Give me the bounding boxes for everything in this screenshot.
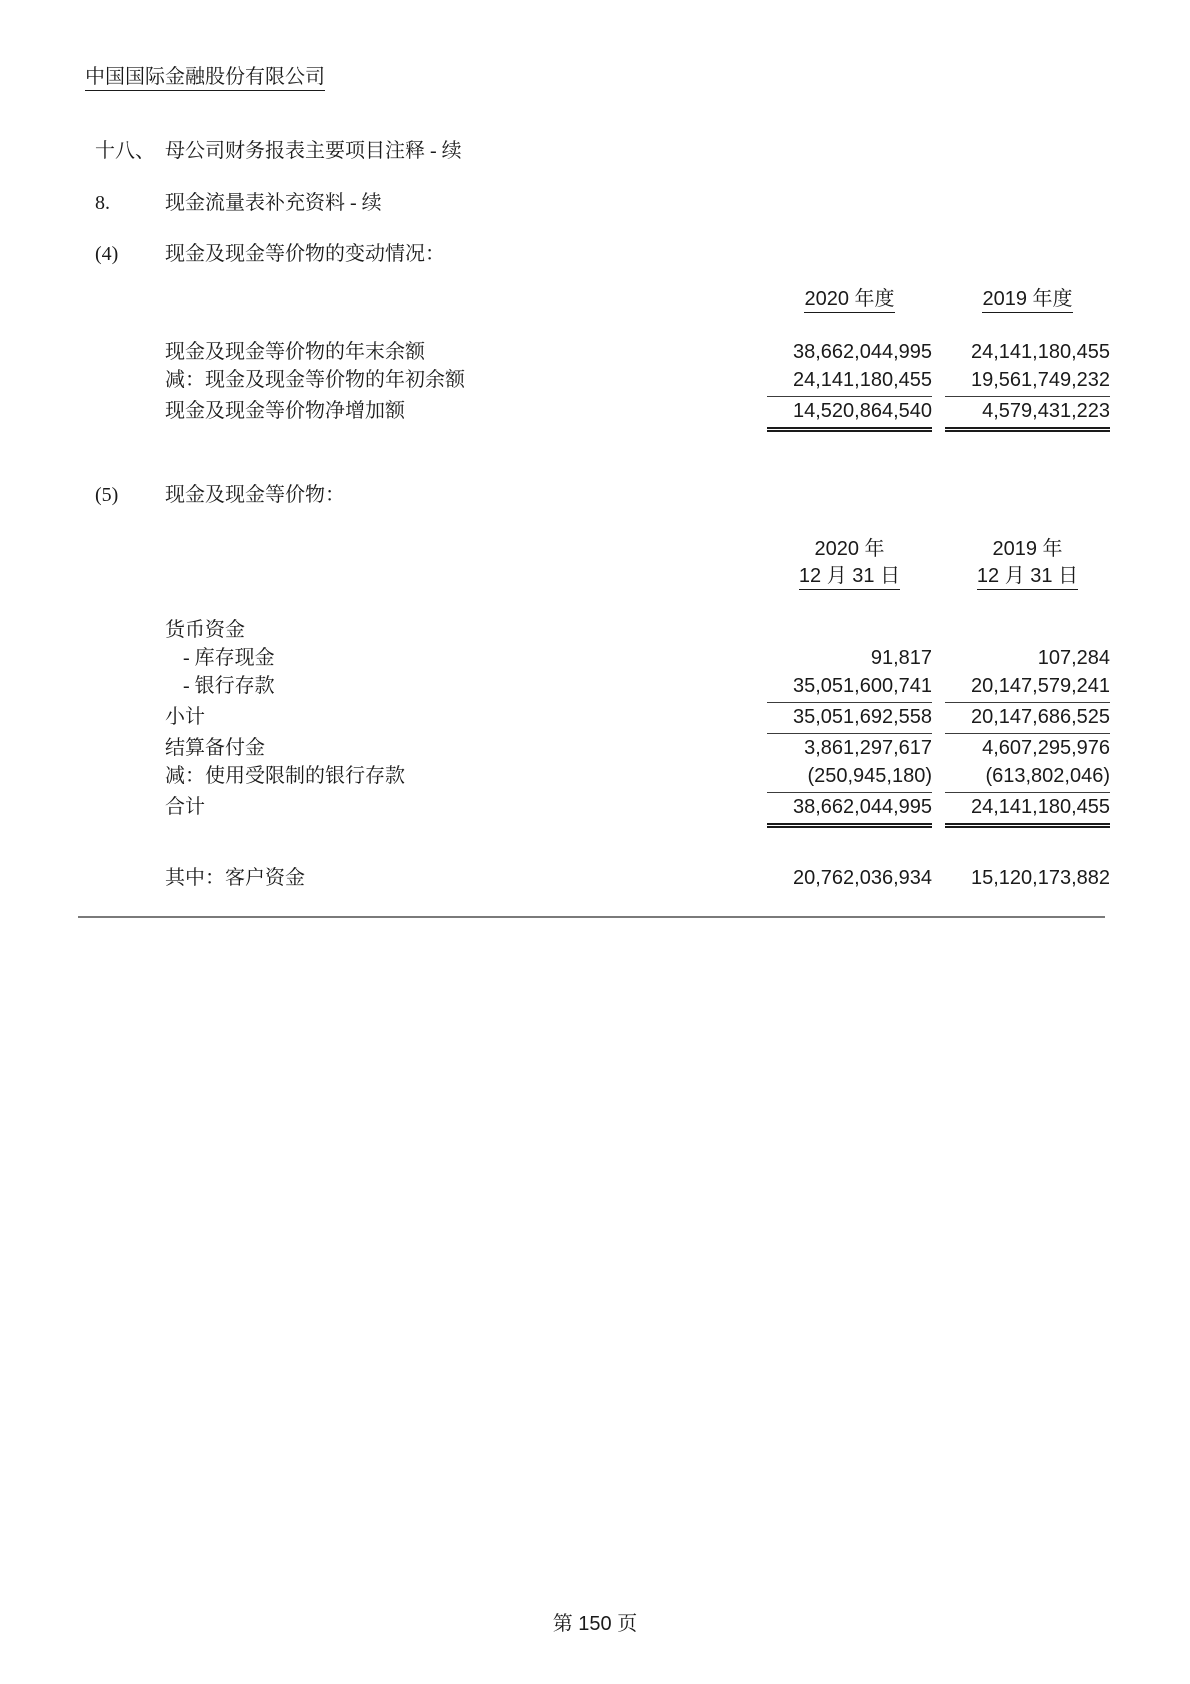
section-18 bbox=[95, 138, 1190, 165]
row-label: 小计 bbox=[165, 706, 205, 728]
table-row-memo bbox=[165, 864, 1110, 892]
column-header-2020-line1: 2020 年 bbox=[814, 538, 885, 560]
value-2019: 24,141,180,455 bbox=[945, 793, 1110, 828]
value-2019: 20,147,686,525 bbox=[945, 703, 1110, 734]
page-number: 第 150 页 bbox=[552, 1613, 638, 1635]
value-2020: 24,141,180,455 bbox=[767, 366, 932, 397]
cash-composition-table-header bbox=[165, 536, 1110, 590]
company-name: 中国国际金融股份有限公司 bbox=[85, 0, 1190, 91]
row-label: 现金及现金等价物净增加额 bbox=[165, 400, 405, 422]
table-row bbox=[165, 616, 1110, 644]
section-title: 现金及现金等价物的变动情况： bbox=[165, 243, 445, 265]
row-label: 合计 bbox=[165, 796, 205, 818]
section-8 bbox=[95, 190, 1190, 217]
row-label: 货币资金 bbox=[165, 619, 245, 641]
section-title: 母公司财务报表主要项目注释 - 续 bbox=[165, 140, 462, 162]
value-2020: 91,817 bbox=[870, 647, 932, 669]
value-2019: 19,561,749,232 bbox=[945, 366, 1110, 397]
table-row bbox=[165, 734, 1110, 762]
section-number: (4) bbox=[95, 243, 119, 265]
value-2020: 14,520,864,540 bbox=[767, 397, 932, 432]
table-row-total bbox=[165, 793, 1110, 828]
value-2020: 38,662,044,995 bbox=[767, 793, 932, 828]
column-header-2019: 2019 年度 bbox=[945, 286, 1110, 313]
value-2019: 107,284 bbox=[1037, 647, 1110, 669]
section-title: 现金流量表补充资料 - 续 bbox=[165, 192, 382, 214]
section-number: (5) bbox=[95, 484, 119, 506]
column-header-2020-line2: 12 月 31 日 bbox=[767, 563, 932, 590]
table-row-subtotal bbox=[165, 703, 1110, 734]
column-header-2020: 2020 年度 bbox=[767, 286, 932, 313]
table-row bbox=[165, 672, 1110, 703]
table-row bbox=[165, 338, 1110, 366]
table-row-total bbox=[165, 397, 1110, 432]
row-label: 减：使用受限制的银行存款 bbox=[165, 765, 405, 787]
value-2020: (250,945,180) bbox=[767, 762, 932, 793]
horizontal-divider bbox=[78, 916, 1105, 918]
section-5 bbox=[95, 482, 1190, 509]
cash-change-table bbox=[165, 338, 1110, 432]
row-label: 结算备付金 bbox=[165, 737, 265, 759]
cash-composition-table bbox=[165, 616, 1110, 892]
value-2019: 4,579,431,223 bbox=[945, 397, 1110, 432]
value-2019: 20,147,579,241 bbox=[945, 672, 1110, 703]
section-number: 十八、 bbox=[95, 140, 155, 162]
value-2020: 35,051,600,741 bbox=[767, 672, 932, 703]
table-row bbox=[165, 762, 1110, 793]
value-2020: 35,051,692,558 bbox=[767, 703, 932, 734]
value-2019: (613,802,046) bbox=[945, 762, 1110, 793]
row-label: - 银行存款 bbox=[183, 675, 275, 697]
column-header-2019-line2: 12 月 31 日 bbox=[945, 563, 1110, 590]
table-row bbox=[165, 366, 1110, 397]
value-2020: 20,762,036,934 bbox=[792, 867, 932, 889]
value-2020: 3,861,297,617 bbox=[804, 737, 932, 759]
value-2019: 24,141,180,455 bbox=[970, 341, 1110, 363]
section-4 bbox=[95, 241, 1190, 268]
value-2020: 38,662,044,995 bbox=[792, 341, 932, 363]
table-row bbox=[165, 644, 1110, 672]
column-header-2019-line1: 2019 年 bbox=[992, 538, 1063, 560]
section-title: 现金及现金等价物： bbox=[165, 484, 345, 506]
row-label: 其中：客户资金 bbox=[165, 867, 305, 889]
row-label: 现金及现金等价物的年末余额 bbox=[165, 341, 425, 363]
value-2019: 15,120,173,882 bbox=[970, 867, 1110, 889]
row-label: - 库存现金 bbox=[183, 647, 275, 669]
section-number: 8. bbox=[95, 192, 110, 214]
cash-change-table-header bbox=[165, 286, 1110, 313]
value-2019: 4,607,295,976 bbox=[982, 737, 1110, 759]
row-label: 减：现金及现金等价物的年初余额 bbox=[165, 369, 465, 391]
